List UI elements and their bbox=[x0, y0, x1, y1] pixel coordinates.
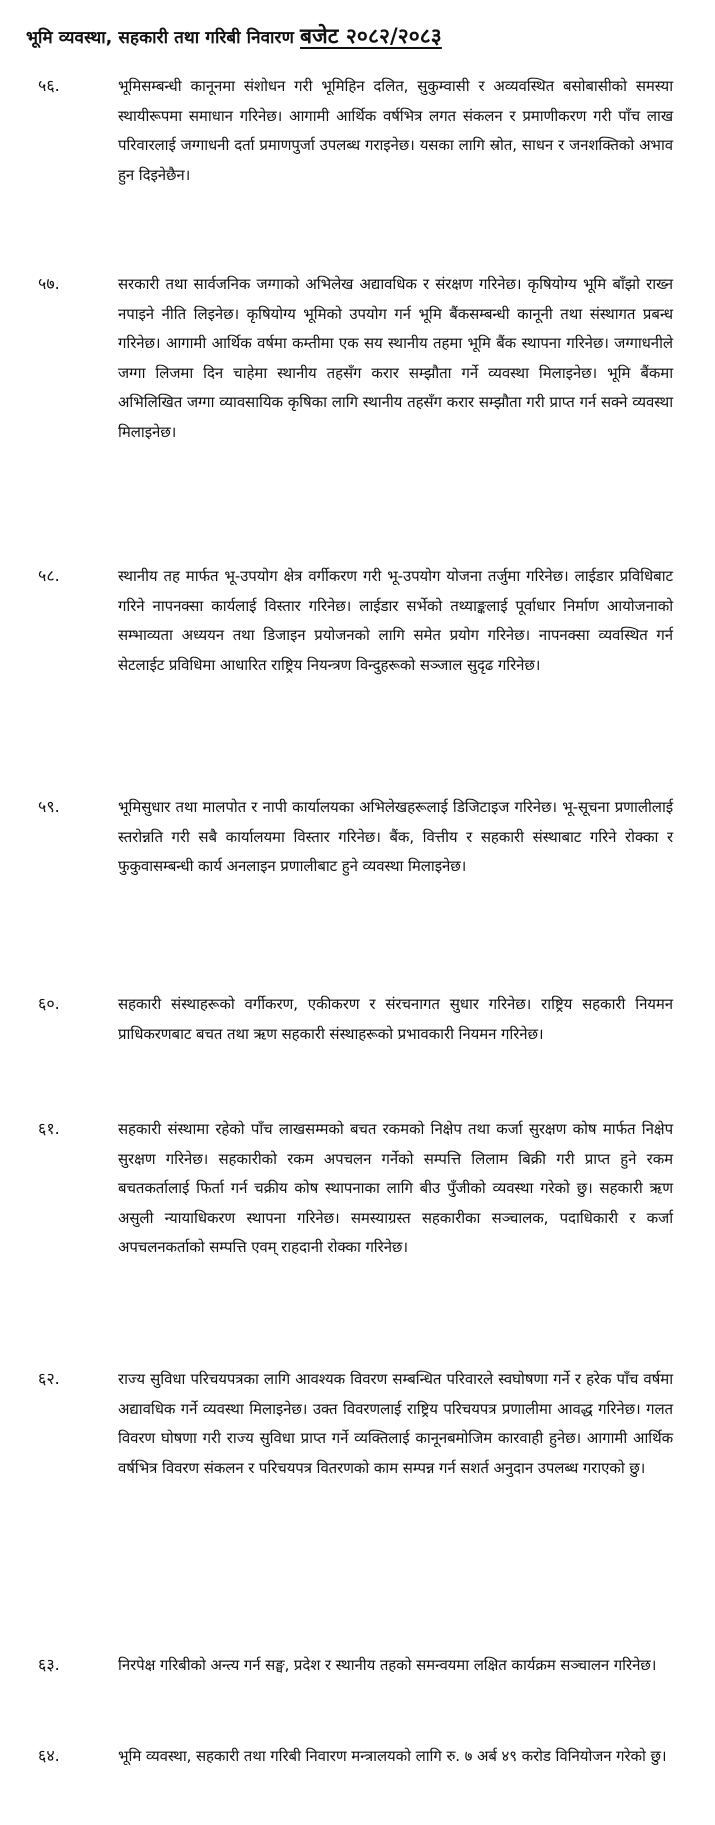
paragraph-text: भूमिसम्बन्धी कानूनमा संशोधन गरी भूमिहिन दलित, सुकुम्वासी र अव्यवस्थित बसोबासीको समस्या स्थायीरूपमा समाधान गरिनेछ। आगामी आर्थिक वर्षभित्र लगत संकलन र प्रमाणीकरण गरी पाँच लाख परिवारलाई जग्गाधनी दर्ता प्रमाणपुर्जा उपलब्ध गराइनेछ। यसका लागि स्रोत, साधन र जनशक्तिको अभाव हुन दिइनेछैन। bbox=[118, 77, 673, 184]
title-main: भूमि व्यवस्था, सहकारी तथा गरिबी निवारण bbox=[26, 28, 294, 48]
paragraph-number: ६१. bbox=[38, 1119, 60, 1138]
paragraph-number: ५६. bbox=[38, 76, 60, 95]
paragraph-text: सरकारी तथा सार्वजनिक जग्गाको अभिलेख अद्यावधिक र संरक्षण गरिनेछ। कृषियोग्य भूमि बाँझो राख्न नपाइने नीति लिइनेछ। कृषियोग्य भूमिको उपयोग गर्न भूमि बैंकसम्बन्धी कानूनी तथा संस्थागत प्रबन्ध गरिनेछ। आगामी आर्थिक वर्षमा कम्तीमा एक सय स्थानीय तहमा भूमि बैंक स्थापना गरिनेछ। जग्गाधनीले जग्गा लिजमा दिन चाहेमा स्थानीय तहसँग करार सम्झौता गर्ने व्यवस्था मिलाइनेछ। भूमि बैंकमा अभिलिखित जग्गा व्यावसायिक कृषिका लागि स्थानीय तहसँग करार सम्झौता गरी प्राप्त गर्न सक्ने व्यवस्था मिलाइनेछ। bbox=[118, 275, 673, 441]
paragraph-text: निरपेक्ष गरिबीको अन्त्य गर्न सङ्घ, प्रदेश र स्थानीय तहको समन्वयमा लक्षित कार्यक्रम सञ्चालन गरिनेछ। bbox=[118, 1656, 657, 1674]
paragraph-text: भूमि व्यवस्था, सहकारी तथा गरिबी निवारण मन्त्रालयको लागि रु. ७ अर्ब ४९ करोड विनियोजन गरेको छु। bbox=[118, 1747, 667, 1765]
paragraph-number: ६३. bbox=[38, 1655, 60, 1674]
paragraph-number: ५९. bbox=[38, 797, 60, 816]
paragraph-number: ५७. bbox=[38, 274, 60, 293]
paragraph-number: ६२. bbox=[38, 1369, 60, 1388]
paragraph-text: स्थानीय तह मार्फत भू-उपयोग क्षेत्र वर्गीकरण गरी भू-उपयोग योजना तर्जुमा गरिनेछ। लाईडार प्रविधिबाट गरिने नापनक्सा कार्यलाई विस्तार गरिनेछ। लाईडार सर्भेको तथ्याङ्कलाई पूर्वाधार निर्माण आयोजनाको सम्भाव्यता अध्ययन तथा डिजाइन प्रयोजनको लागि समेत प्रयोग गरिनेछ। नापनक्सा व्यवस्थित गर्न सेटलाईट प्रविधिमा आधारित राष्ट्रिय नियन्त्रण विन्दुहरूको सञ्जाल सुदृढ गरिनेछ। bbox=[118, 567, 673, 674]
paragraph-text: राज्य सुविधा परिचयपत्रका लागि आवश्यक विवरण सम्बन्धित परिवारले स्वघोषणा गर्ने र हरेक पाँच वर्षमा अद्यावधिक गर्ने व्यवस्था मिलाइनेछ। उक्त विवरणलाई राष्ट्रिय परिचयपत्र प्रणालीमा आवद्ध गरिनेछ। गलत विवरण घोषणा गरी राज्य सुविधा प्राप्त गर्ने व्यक्तिलाई कानूनबमोजिम कारवाही हुनेछ। आगामी आर्थिक वर्षभित्र विवरण संकलन र परिचयपत्र वितरणको काम सम्पन्न गर्न सशर्त अनुदान उपलब्ध गराएको छु। bbox=[118, 1370, 673, 1477]
paragraph-text: भूमिसुधार तथा मालपोत र नापी कार्यालयका अभिलेखहरूलाई डिजिटाइज गरिनेछ। भू-सूचना प्रणालीलाई स्तरोन्नति गरी सबै कार्यालयमा विस्तार गरिनेछ। बैंक, वित्तीय र सहकारी संस्थाबाट गरिने रोक्का र फुकुवासम्बन्धी कार्य अनलाइन प्रणालीबाट हुने व्यवस्था मिलाइनेछ। bbox=[118, 798, 673, 876]
paragraph-number: ५८. bbox=[38, 566, 60, 585]
paragraph-text: सहकारी संस्थाहरूको वर्गीकरण, एकीकरण र संरचनागत सुधार गरिनेछ। राष्ट्रिय सहकारी नियमन प्राधिकरणबाट बचत तथा ऋण सहकारी संस्थाहरूको प्रभावकारी नियमन गरिनेछ। bbox=[118, 995, 673, 1043]
paragraph-text: सहकारी संस्थामा रहेको पाँच लाखसम्मको बचत रकमको निक्षेप तथा कर्जा सुरक्षण कोष मार्फत निक्षेप सुरक्षण गरिनेछ। सहकारीको रकम अपचलन गर्नेको सम्पत्ति लिलाम बिक्री गरी प्राप्त हुने रकम बचतकर्तालाई फिर्ता गर्न चक्रीय कोष स्थापनाका लागि बीउ पुँजीको व्यवस्था गरेको छु। सहकारी ऋण असुली न्यायाधिकरण स्थापना गरिनेछ। समस्याग्रस्त सहकारीका सञ्चालक, पदाधिकारी र कर्जा अपचलनकर्ताको सम्पत्ति एवम् राहदानी रोक्का गरिनेछ। bbox=[118, 1120, 673, 1257]
paragraph-number: ६०. bbox=[38, 994, 60, 1013]
page-title bbox=[26, 22, 442, 50]
title-budget-year: बजेट २०८२/२०८३ bbox=[300, 24, 442, 48]
paragraph-number: ६४. bbox=[38, 1746, 60, 1765]
